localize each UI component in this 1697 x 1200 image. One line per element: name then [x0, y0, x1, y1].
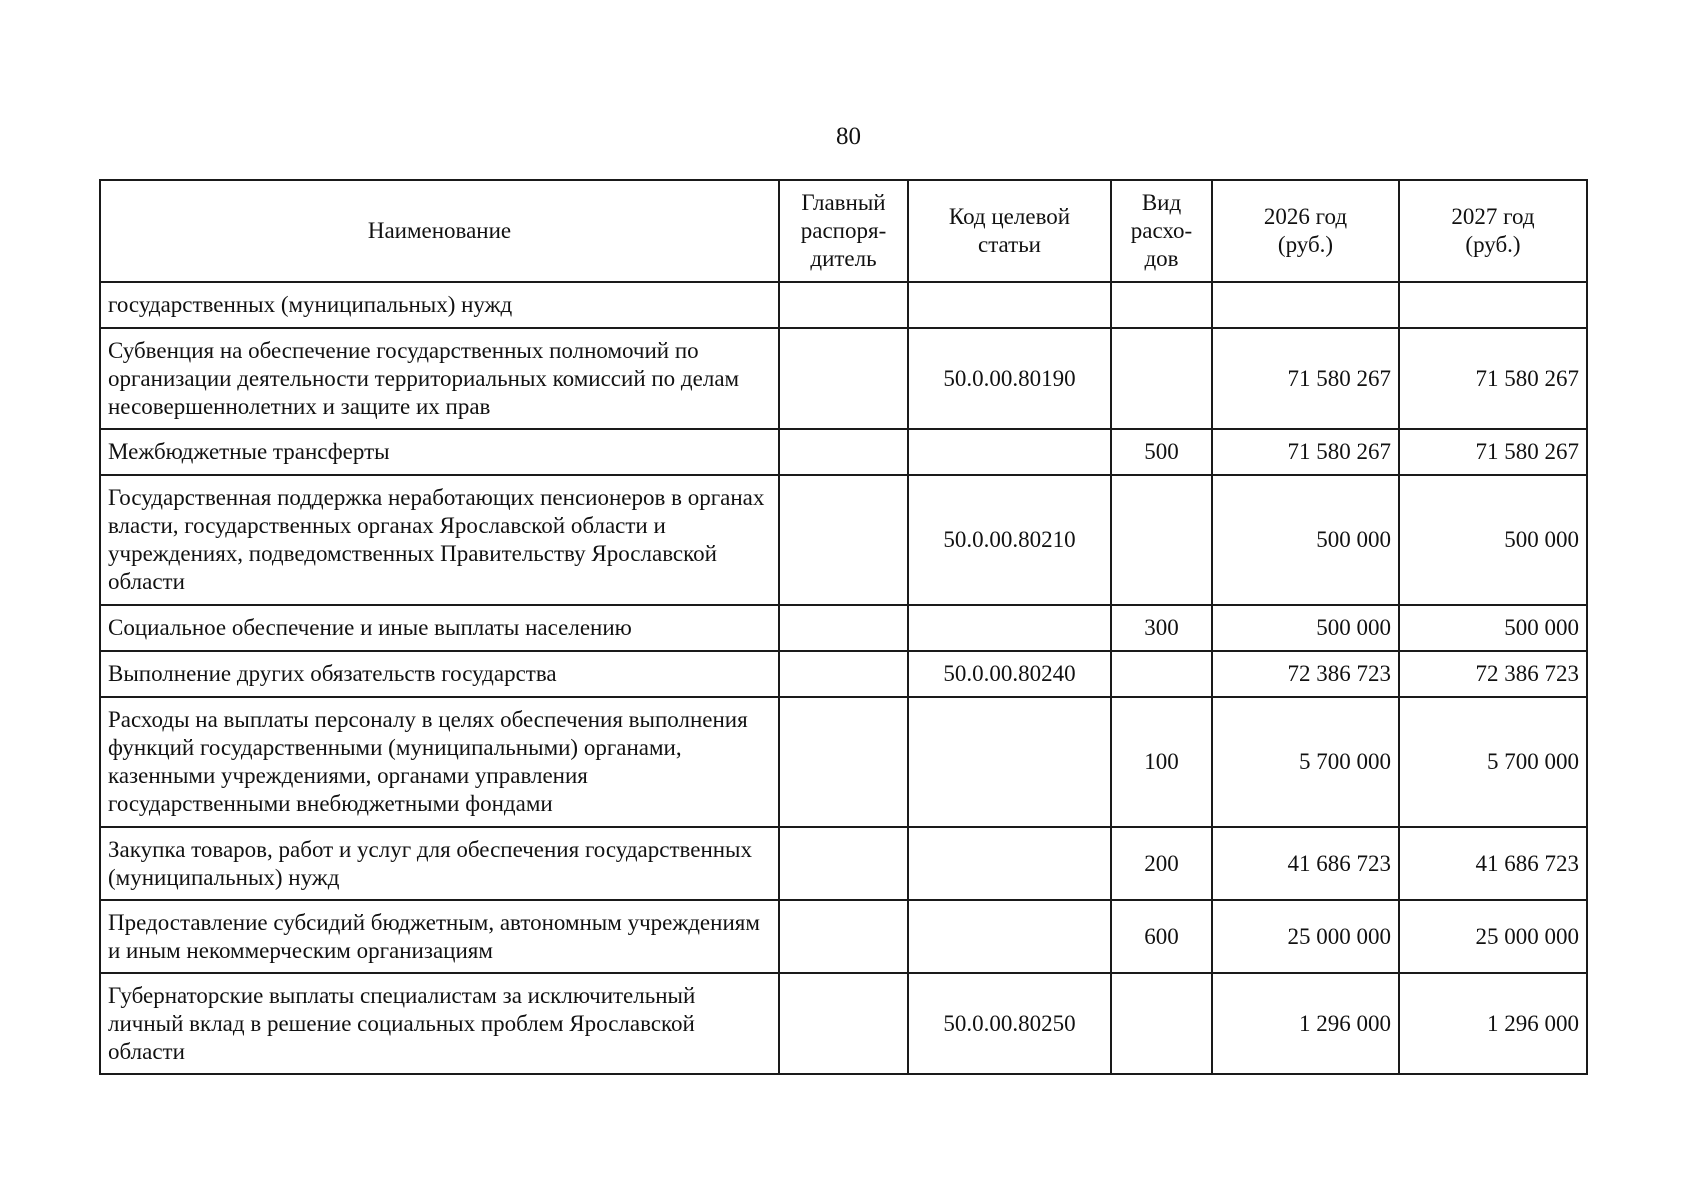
- row-target-code: [908, 605, 1111, 651]
- row-manager: [779, 900, 908, 973]
- row-target-code: 50.0.00.80250: [908, 973, 1111, 1074]
- header-target-code: Код целевой статьи: [908, 180, 1111, 282]
- row-amount-2027: 500 000: [1399, 605, 1587, 651]
- table-row: [100, 900, 1587, 973]
- row-expense-type: [1111, 475, 1212, 605]
- row-manager: [779, 429, 908, 475]
- row-expense-type: [1111, 328, 1212, 429]
- row-name: Государственная поддержка неработающих пенсионеров в органах власти, государственных органах Ярославской области и учреждениях, подведомственных Правительству Ярославской области: [100, 475, 779, 605]
- row-amount-2026: 500 000: [1212, 605, 1399, 651]
- row-amount-2026: 5 700 000: [1212, 697, 1399, 827]
- table-row: [100, 973, 1587, 1074]
- row-amount-2026: 72 386 723: [1212, 651, 1399, 697]
- row-target-code: [908, 900, 1111, 973]
- row-amount-2026: 500 000: [1212, 475, 1399, 605]
- row-name: Закупка товаров, работ и услуг для обеспечения государственных (муниципальных) нужд: [100, 827, 779, 900]
- row-name: государственных (муниципальных) нужд: [100, 282, 779, 328]
- row-amount-2027: 71 580 267: [1399, 328, 1587, 429]
- budget-table: [99, 179, 1588, 1075]
- row-target-code: [908, 697, 1111, 827]
- row-amount-2026: 25 000 000: [1212, 900, 1399, 973]
- row-manager: [779, 697, 908, 827]
- table-row: [100, 651, 1587, 697]
- row-target-code: 50.0.00.80210: [908, 475, 1111, 605]
- page-number: 80: [836, 123, 861, 150]
- header-year-2026: 2026 год (руб.): [1212, 180, 1399, 282]
- row-amount-2027: 71 580 267: [1399, 429, 1587, 475]
- header-expense-type: Вид расхо-дов: [1111, 180, 1212, 282]
- row-expense-type: [1111, 973, 1212, 1074]
- table-row: [100, 328, 1587, 429]
- row-name: Расходы на выплаты персоналу в целях обеспечения выполнения функций государственными (муниципальными) органами, казенными учреждениями, органами управления государственными внебюджетными фондами: [100, 697, 779, 827]
- row-amount-2026: 71 580 267: [1212, 328, 1399, 429]
- row-amount-2027: 72 386 723: [1399, 651, 1587, 697]
- row-expense-type: [1111, 282, 1212, 328]
- row-expense-type: 500: [1111, 429, 1212, 475]
- row-target-code: [908, 827, 1111, 900]
- row-target-code: [908, 429, 1111, 475]
- header-manager: Главный распоря-дитель: [779, 180, 908, 282]
- row-target-code: [908, 282, 1111, 328]
- row-amount-2026: 1 296 000: [1212, 973, 1399, 1074]
- table-row: [100, 282, 1587, 328]
- row-amount-2027: 5 700 000: [1399, 697, 1587, 827]
- row-name: Предоставление субсидий бюджетным, автономным учреждениям и иным некоммерческим организациям: [100, 900, 779, 973]
- row-expense-type: 100: [1111, 697, 1212, 827]
- row-expense-type: 200: [1111, 827, 1212, 900]
- table-row: [100, 697, 1587, 827]
- row-amount-2026: 71 580 267: [1212, 429, 1399, 475]
- row-expense-type: 300: [1111, 605, 1212, 651]
- table-row: [100, 827, 1587, 900]
- table-row: [100, 605, 1587, 651]
- row-target-code: 50.0.00.80240: [908, 651, 1111, 697]
- row-name: Межбюджетные трансферты: [100, 429, 779, 475]
- row-name: Выполнение других обязательств государства: [100, 651, 779, 697]
- header-name: Наименование: [100, 180, 779, 282]
- row-amount-2027: 500 000: [1399, 475, 1587, 605]
- row-amount-2026: [1212, 282, 1399, 328]
- row-amount-2027: [1399, 282, 1587, 328]
- row-manager: [779, 973, 908, 1074]
- row-manager: [779, 282, 908, 328]
- table-body: [100, 282, 1587, 1074]
- row-manager: [779, 475, 908, 605]
- row-name: Субвенция на обеспечение государственных полномочий по организации деятельности территориальных комиссий по делам несовершеннолетних и защите их прав: [100, 328, 779, 429]
- row-amount-2026: 41 686 723: [1212, 827, 1399, 900]
- row-amount-2027: 1 296 000: [1399, 973, 1587, 1074]
- row-expense-type: [1111, 651, 1212, 697]
- row-expense-type: 600: [1111, 900, 1212, 973]
- row-manager: [779, 605, 908, 651]
- table-row: [100, 475, 1587, 605]
- row-name: Социальное обеспечение и иные выплаты населению: [100, 605, 779, 651]
- row-manager: [779, 651, 908, 697]
- table-row: [100, 429, 1587, 475]
- row-amount-2027: 25 000 000: [1399, 900, 1587, 973]
- table-header-row: [100, 180, 1587, 282]
- row-name: Губернаторские выплаты специалистам за исключительный личный вклад в решение социальных проблем Ярославской области: [100, 973, 779, 1074]
- row-amount-2027: 41 686 723: [1399, 827, 1587, 900]
- header-year-2027: 2027 год (руб.): [1399, 180, 1587, 282]
- row-target-code: 50.0.00.80190: [908, 328, 1111, 429]
- row-manager: [779, 827, 908, 900]
- row-manager: [779, 328, 908, 429]
